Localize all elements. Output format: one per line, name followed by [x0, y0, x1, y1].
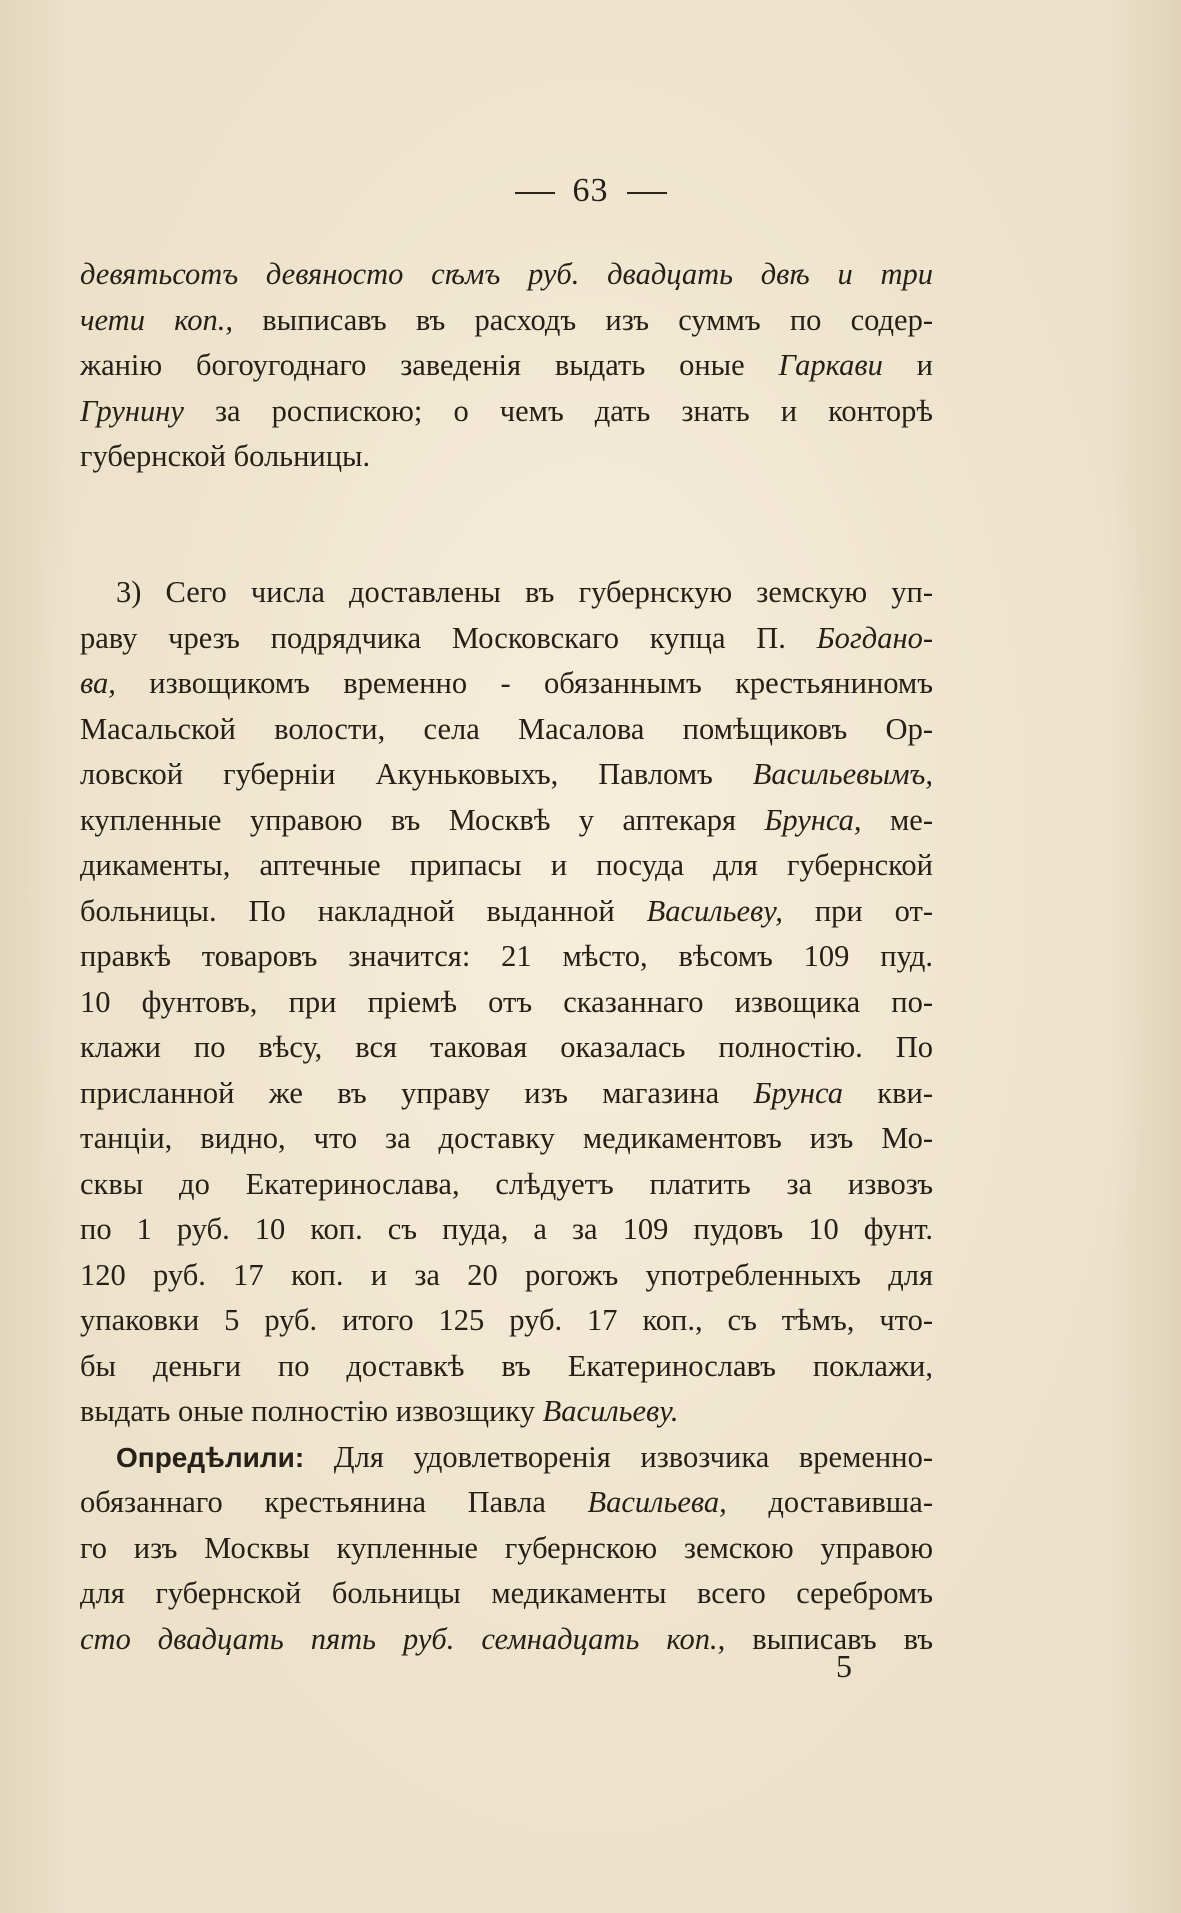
italic-name-span: Васильеву. — [542, 1394, 679, 1428]
text-span: при от- — [782, 893, 933, 928]
paragraph-item-3 — [80, 570, 933, 1662]
text-line — [80, 616, 933, 662]
text-span: раву чрезъ подрядчика Московскаго купца П. — [80, 620, 817, 655]
text-line — [80, 1571, 933, 1617]
text-line — [80, 1298, 933, 1344]
text-span: выдать оные полностію извозщику — [80, 1394, 543, 1428]
italic-name-span: Васильева, — [587, 1485, 727, 1519]
text-line — [80, 434, 933, 480]
text-span: выписавъ въ — [725, 1621, 933, 1656]
text-span: дикаменты, аптечные припасы и посуда для губернской — [80, 848, 933, 882]
text-line — [80, 752, 933, 798]
page-number: 63 — [572, 172, 609, 209]
paragraph-continuation — [80, 252, 933, 480]
text-line — [80, 1526, 933, 1572]
text-span: Масальской волости, села Масалова помѣщиковъ Ор- — [80, 711, 933, 746]
text-span: извощикомъ временно - обязаннымъ крестьяниномъ — [115, 666, 933, 700]
text-span: Для удовлетворенія извозчика временно- — [304, 1439, 933, 1474]
text-span: го изъ Москвы купленные губернскою земскою управою — [80, 1530, 933, 1565]
italic-name-span: Брунса, — [764, 802, 862, 837]
text-span: упаковки 5 руб. итого 125 руб. 17 коп., съ тѣмъ, что- — [80, 1303, 933, 1337]
text-span: обязаннаго крестьянина Павла — [80, 1485, 588, 1519]
text-span: за роспискою; о чемъ дать знать и конторѣ — [183, 393, 933, 428]
text-span: купленные управою въ Москвѣ у аптекаря — [80, 802, 765, 837]
text-span: 10 фунтовъ, при пріемѣ отъ сказаннаго извощика по- — [80, 984, 933, 1019]
text-line — [80, 1253, 933, 1299]
text-line — [80, 1071, 933, 1117]
text-span: по 1 руб. 10 коп. съ пуда, а за 109 пудовъ 10 фунт. — [80, 1212, 933, 1246]
text-line — [80, 1116, 933, 1162]
text-span: 120 руб. 17 коп. и за 20 рогожъ употребленныхъ для — [80, 1257, 933, 1292]
header-dash-right — [627, 192, 667, 194]
text-line — [80, 843, 933, 889]
text-line — [80, 1389, 933, 1435]
text-span: кви- — [842, 1075, 933, 1110]
text-line — [80, 1207, 933, 1253]
italic-name-span: Гаркави — [778, 348, 883, 382]
italic-name-span: чети коп., — [80, 302, 234, 337]
text-line — [80, 1025, 933, 1071]
page-header — [0, 172, 1181, 210]
text-span: сквы до Екатеринослава, слѣдуетъ платить за извозъ — [80, 1166, 933, 1201]
text-span: ме- — [861, 802, 933, 837]
text-span: губернской больницы. — [80, 439, 371, 473]
text-line — [80, 1344, 933, 1390]
italic-name-span: Васильевымъ, — [752, 757, 933, 791]
text-span: правкѣ товаровъ значится: 21 мѣсто, вѣсомъ 109 пуд. — [80, 939, 933, 973]
text-span: клажи по вѣсу, вся таковая оказалась полностію. По — [80, 1030, 933, 1064]
italic-name-span: сто двадцать пять руб. семнадцать коп., — [80, 1621, 726, 1656]
text-line — [80, 1480, 933, 1526]
text-line — [80, 798, 933, 844]
text-line — [80, 1617, 933, 1663]
italic-name-span: Богдано- — [816, 620, 933, 655]
text-line — [80, 252, 933, 298]
text-span: выписавъ въ расходъ изъ суммъ по содер- — [233, 302, 933, 337]
text-span: бы деньги по доставкѣ въ Екатеринославъ поклажи, — [80, 1348, 933, 1383]
italic-name-span: Васильеву, — [646, 893, 783, 928]
text-line — [80, 389, 933, 435]
resolution-heading: Опредѣлили: — [116, 1441, 305, 1473]
text-line — [80, 1162, 933, 1208]
italic-name-span: девятьсотъ девяносто сѣмъ руб. двадцать двѣ и три — [80, 257, 933, 291]
text-line — [80, 707, 933, 753]
text-line — [80, 298, 933, 344]
header-dash-left — [515, 192, 555, 194]
text-span: присланной же въ управу изъ магазина — [80, 1075, 754, 1110]
text-line — [80, 343, 933, 389]
text-span: и — [882, 348, 933, 382]
text-span: жанію богоугоднаго заведенія выдать оные — [80, 348, 779, 382]
text-line — [80, 1435, 933, 1481]
text-span: танціи, видно, что за доставку медикаментовъ изъ Мо- — [80, 1121, 933, 1155]
text-line — [80, 980, 933, 1026]
text-span: доставивша- — [726, 1485, 933, 1519]
italic-name-span: ва, — [80, 666, 116, 700]
text-span: 3) Сего числа доставлены въ губернскую земскую уп- — [116, 575, 933, 609]
text-line — [80, 661, 933, 707]
signature-mark: 5 — [836, 1648, 852, 1684]
italic-name-span: Грунину — [80, 393, 184, 428]
text-span: ловской губерніи Акуньковыхъ, Павломъ — [80, 757, 753, 791]
text-line — [80, 889, 933, 935]
italic-name-span: Брунса — [753, 1075, 843, 1110]
text-line — [80, 934, 933, 980]
text-span: больницы. По накладной выданной — [80, 893, 647, 928]
text-line — [80, 570, 933, 616]
text-span: для губернской больницы медикаменты всего серебромъ — [80, 1576, 933, 1610]
